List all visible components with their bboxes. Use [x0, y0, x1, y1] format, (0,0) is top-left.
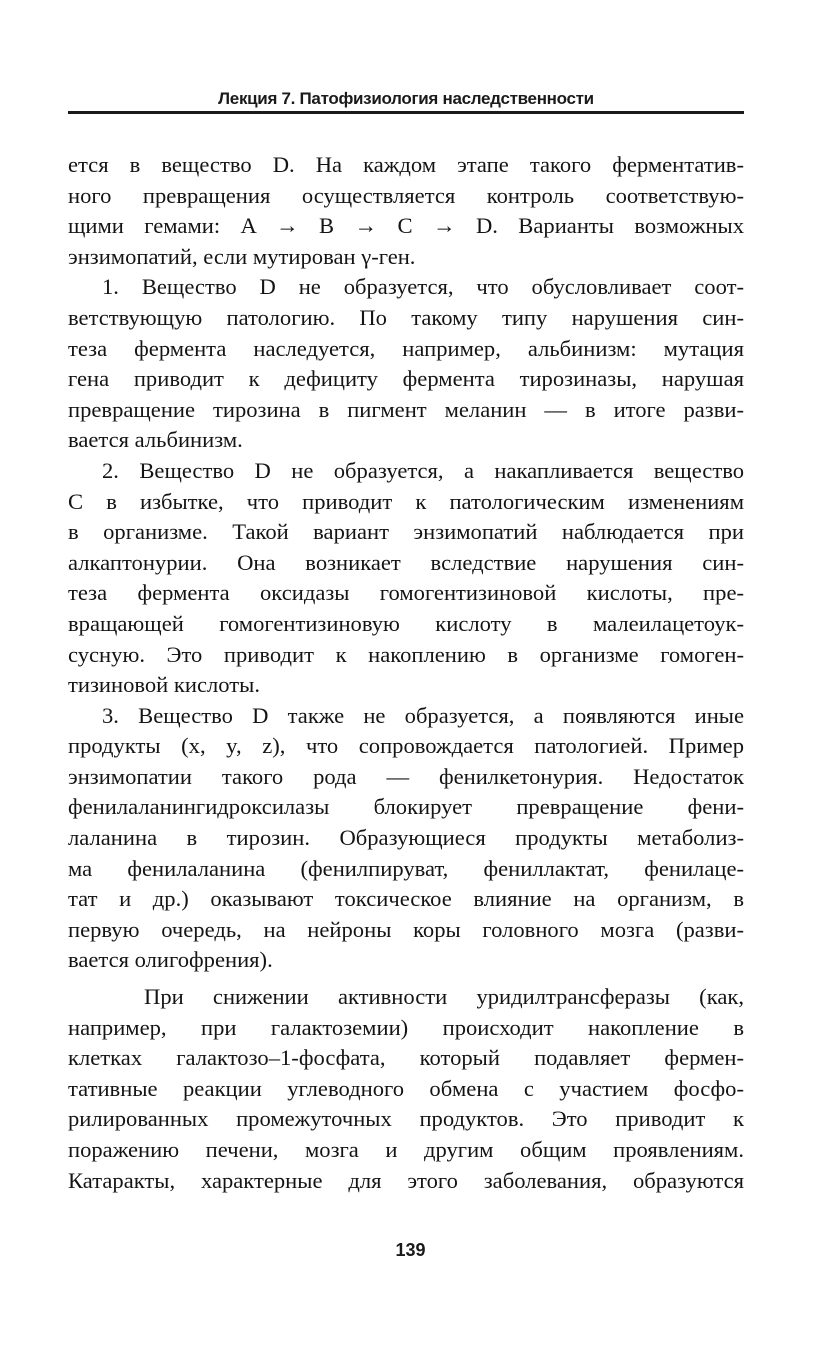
text-line: C в избытке, что приводит к патологическим изменениям: [68, 488, 744, 514]
text-line: тативные реакции углеводного обмена с участием фосфо-: [68, 1075, 744, 1101]
text-line: Катаракты, характерные для этого заболевания, образуются: [68, 1167, 744, 1193]
text-line: ется в вещество D. На каждом этапе такого ферментатив-: [68, 152, 744, 177]
running-head-title: Лекция 7. Патофизиология наследственности: [218, 89, 594, 108]
text-line: энзимопатии такого рода — фенилкетонурия. Недостаток: [68, 763, 744, 789]
header-rule: [68, 111, 744, 114]
text-line: лаланина в тирозин. Образующиеся продукты метаболиз-: [68, 825, 744, 851]
text-line: поражению печени, мозга и другим общим проявлениям.: [68, 1137, 744, 1162]
text-line: например, при галактоземии) происходит накопление в: [68, 1014, 744, 1040]
text-line: рилированных промежуточных продуктов. Это приводит к: [68, 1106, 744, 1132]
text-line: теза фермента оксидазы гомогентизиновой кислоты, пре-: [68, 580, 744, 606]
text-line: ма фенилаланина (фенилпируват, фениллактат, фенилаце-: [68, 855, 744, 881]
paragraph-galactosemia: [68, 982, 744, 1196]
text-line: тизиновой кислоты.: [68, 672, 260, 698]
text-line: клетках галактозо–1-фосфата, который подавляет фермен-: [68, 1045, 744, 1071]
text-line: 1. Вещество D не образуется, что обусловливает соот-: [102, 274, 744, 300]
paragraph-item-2: [68, 456, 744, 701]
text-line: ного превращения осуществляется контроль соответствую-: [68, 182, 744, 208]
text-line: вается альбинизм.: [68, 427, 243, 453]
body-text: [68, 150, 744, 1196]
text-line: фенилаланингидроксилазы блокирует превращение фени-: [68, 794, 744, 820]
text-line: первую очередь, на нейроны коры головного мозга (разви-: [68, 916, 744, 942]
text-line: теза фермента наследуется, например, альбинизм: мутация: [68, 335, 744, 361]
text-line: ветствующую патологию. По такому типу нарушения син-: [68, 304, 744, 330]
paragraph-item-1: [68, 272, 744, 456]
paragraph-item-3: [68, 701, 744, 976]
text-line: тат и др.) оказывают токсическое влияние на организм, в: [68, 886, 744, 912]
text-line: вается олигофрения).: [68, 947, 273, 973]
text-line: 2. Вещество D не образуется, а накапливается вещество: [102, 457, 744, 483]
text-line: алкаптонурии. Она возникает вследствие нарушения син-: [68, 549, 744, 575]
text-line: вращающей гомогентизиновую кислоту в малеилацетоук-: [68, 610, 744, 636]
text-line: гена приводит к дефициту фермента тирозиназы, нарушая: [68, 366, 744, 392]
text-line: При снижении активности уридилтрансферазы (как,: [144, 984, 744, 1010]
text-line: сусную. Это приводит к накоплению в организме гомоген-: [68, 641, 744, 667]
page-number: 139: [395, 1240, 426, 1260]
paragraph-intro: [68, 150, 744, 272]
text-line: превращение тирозина в пигмент меланин — в итоге разви-: [68, 396, 744, 422]
text-line: продукты (x, y, z), что сопровождается патологией. Пример: [68, 733, 744, 759]
text-line: в организме. Такой вариант энзимопатий наблюдается при: [68, 519, 744, 545]
text-line: энзимопатий, если мутирован γ-ген.: [68, 243, 416, 269]
text-line: 3. Вещество D также не образуется, а появляются иные: [102, 702, 744, 728]
text-line: щими гемами: A → B → C → D. Варианты возможных: [68, 213, 744, 239]
